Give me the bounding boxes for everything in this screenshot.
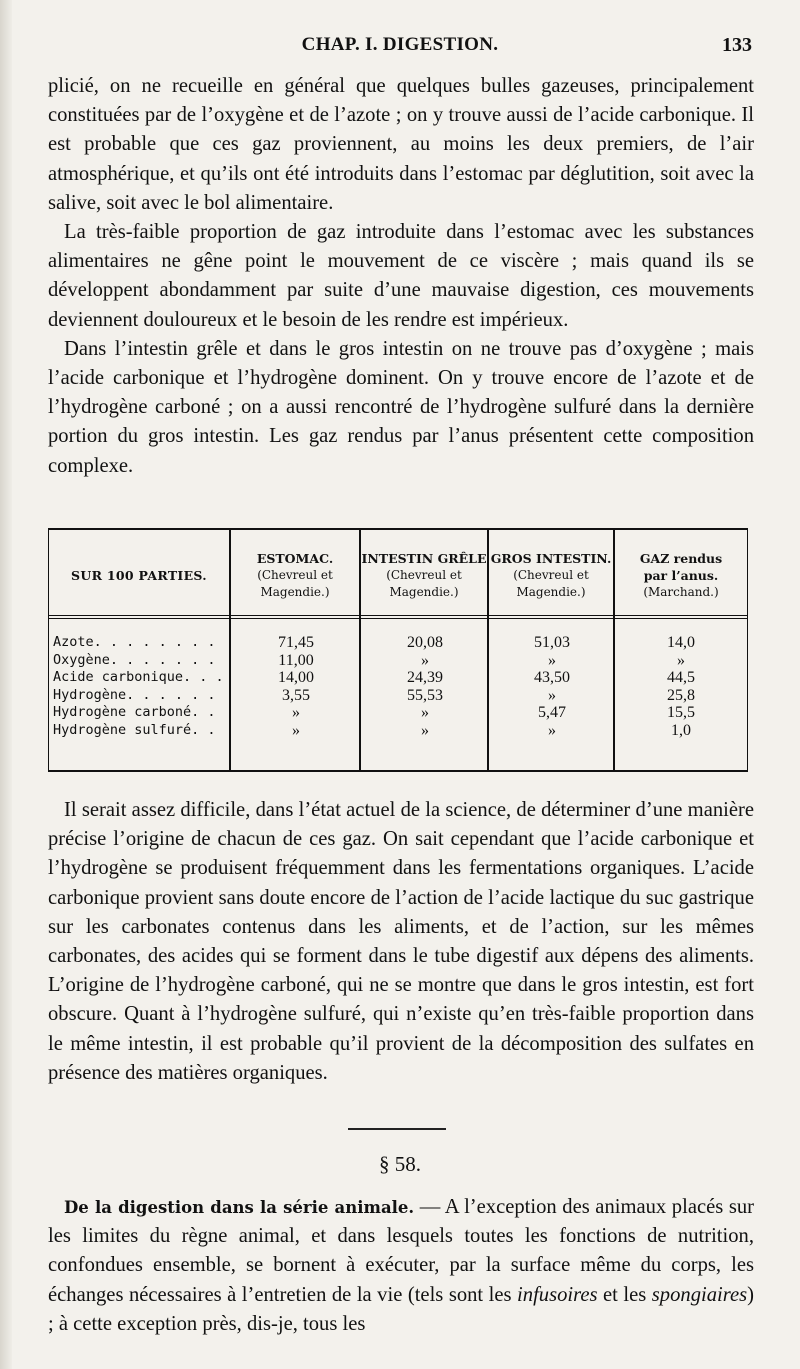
gas-composition-table [48, 528, 748, 772]
cell-value: 44,5 [667, 669, 695, 686]
italic-term: infusoires [517, 1283, 598, 1306]
cell-value: » [421, 704, 429, 721]
cell-value: » [292, 721, 300, 739]
table-row [49, 669, 747, 687]
column-title: GAZ rendus par l’anus. [639, 550, 723, 583]
row-label: Hydrogène. . . . . . [53, 686, 216, 703]
table-row [49, 704, 747, 722]
column-title: INTESTIN GRÊLE [361, 550, 487, 566]
paragraph: La très-faible proportion de gaz introduite dans l’estomac avec les substances alimentaires ne gêne point le mouvement de ce viscère ; mais quand ils se développent abondamment par suite d’une mauvaise digestion, ces mouvements deviennent douloureux et le besoin de les rendre est impérieux. [48, 221, 754, 331]
column-source: (Chevreul et Magendie.) [513, 567, 589, 599]
table-row [49, 687, 747, 705]
cell-value: 43,50 [534, 669, 570, 686]
page-number: 133 [722, 34, 752, 56]
cell-value: » [677, 651, 685, 669]
cell-value: » [421, 651, 429, 669]
header-rule [49, 615, 747, 616]
cell-value: 51,03 [534, 634, 570, 651]
section-text: — A l’exception des animaux placés sur les limites du règne animal, et dans lesquels toutes les fonctions de nutrition, confondues ensemble, se bornent à exécuter, par la surface même du corps, les échanges nécessaires à l’entretien de la vie (tels sont les [48, 1196, 754, 1306]
text-block-top [48, 72, 754, 481]
paragraph: Dans l’intestin grêle et dans le gros intestin on ne trouve pas d’oxygène ; mais l’acide carbonique et l’hydrogène dominent. On y trouve encore de l’azote et de l’hydrogène carboné ; on a aussi rencontré de l’hydrogène sulfuré dans la dernière portion du gros intestin. Les gaz rendus par l’anus présentent cette composition complexe. [48, 337, 754, 477]
running-head: CHAP. I. DIGESTION. [301, 34, 499, 55]
row-label: Azote. . . . . . . . [53, 634, 216, 650]
section-run-in-title: De la digestion dans la série animale. [64, 1198, 415, 1217]
table-body [49, 634, 747, 739]
section-text: ) ; à cette exception près, dis-je, tous les [48, 1283, 755, 1335]
row-label: Hydrogène carboné. . [53, 704, 216, 720]
section-text: et les [597, 1283, 652, 1306]
text-block-middle [48, 796, 754, 1088]
row-label: Oxygène. . . . . . . [53, 651, 216, 668]
cell-value: 55,53 [407, 686, 443, 704]
cell-value: » [548, 651, 556, 669]
header-rule [49, 618, 747, 619]
cell-value: 24,39 [407, 669, 443, 686]
cell-value: » [548, 721, 556, 739]
column-header [489, 538, 613, 612]
italic-term: spongiaires [651, 1283, 748, 1306]
column-source: (Chevreul et Magendie.) [386, 567, 462, 599]
cell-value: 14,00 [278, 669, 314, 686]
cell-value: » [548, 686, 556, 704]
column-header [615, 538, 747, 612]
column-source: (Marchand.) [643, 584, 719, 599]
cell-value: 20,08 [407, 634, 443, 651]
cell-value: 1,0 [671, 721, 691, 739]
cell-value: 11,00 [278, 651, 314, 669]
table-row [49, 634, 747, 652]
section-number: § 58. [379, 1152, 421, 1176]
text-block-section [48, 1193, 754, 1339]
table-label-header: SUR 100 PARTIES. [71, 567, 207, 583]
column-title: ESTOMAC. [256, 550, 334, 566]
table-row [49, 722, 747, 740]
cell-value: 14,0 [667, 634, 695, 651]
column-source: (Chevreul et Magendie.) [257, 567, 333, 599]
cell-value: » [421, 721, 429, 739]
table-row [49, 652, 747, 670]
cell-value: 15,5 [667, 704, 695, 721]
column-header [231, 538, 359, 612]
cell-value: 5,47 [538, 704, 566, 721]
page-header [48, 34, 752, 60]
row-label: Hydrogène sulfuré. . [53, 721, 216, 738]
paragraph [48, 1193, 754, 1339]
section-separator-rule [348, 1128, 446, 1130]
cell-value: » [292, 704, 300, 721]
row-label: Acide carbonique. . . [53, 669, 224, 685]
paragraph: plicié, on ne recueille en général que quelques bulles gazeuses, principalement constituées par de l’oxygène et de l’azote ; on y trouve aussi de l’acide carbonique. Il est probable que ces gaz proviennent, au moins les deux premiers, de l’air atmosphérique, et qu’ils ont été introduits dans l’estomac par déglutition, soit avec la salive, soit avec le bol alimentaire. [48, 75, 754, 214]
cell-value: 25,8 [667, 686, 695, 704]
paragraph: Il serait assez difficile, dans l’état actuel de la science, de déterminer d’une manière précise l’origine de chacun de ces gaz. On sait cependant que l’acide carbonique et l’hydrogène se produisent fréquemment dans les fermentations organiques. L’acide carbonique provient sans doute encore de l’action de l’acide lactique du suc gastrique sur les carbonates contenus dans les aliments, et de l’action, sur les mêmes carbonates, des acides qui se forment dans le tube digestif aux dépens des aliments. L’origine de l’hydrogène carboné, qui ne se montre que dans le gros intestin, est fort obscure. Quant à l’hydrogène sulfuré, qui n’existe qu’en très-faible proportion dans le même intestin, il est probable qu’il provient de la décomposition des sulfates en présence des matières organiques. [48, 799, 754, 1084]
cell-value: 3,55 [282, 686, 310, 704]
cell-value: 71,45 [278, 634, 314, 651]
column-header [361, 538, 487, 612]
column-title: GROS INTESTIN. [490, 550, 612, 566]
